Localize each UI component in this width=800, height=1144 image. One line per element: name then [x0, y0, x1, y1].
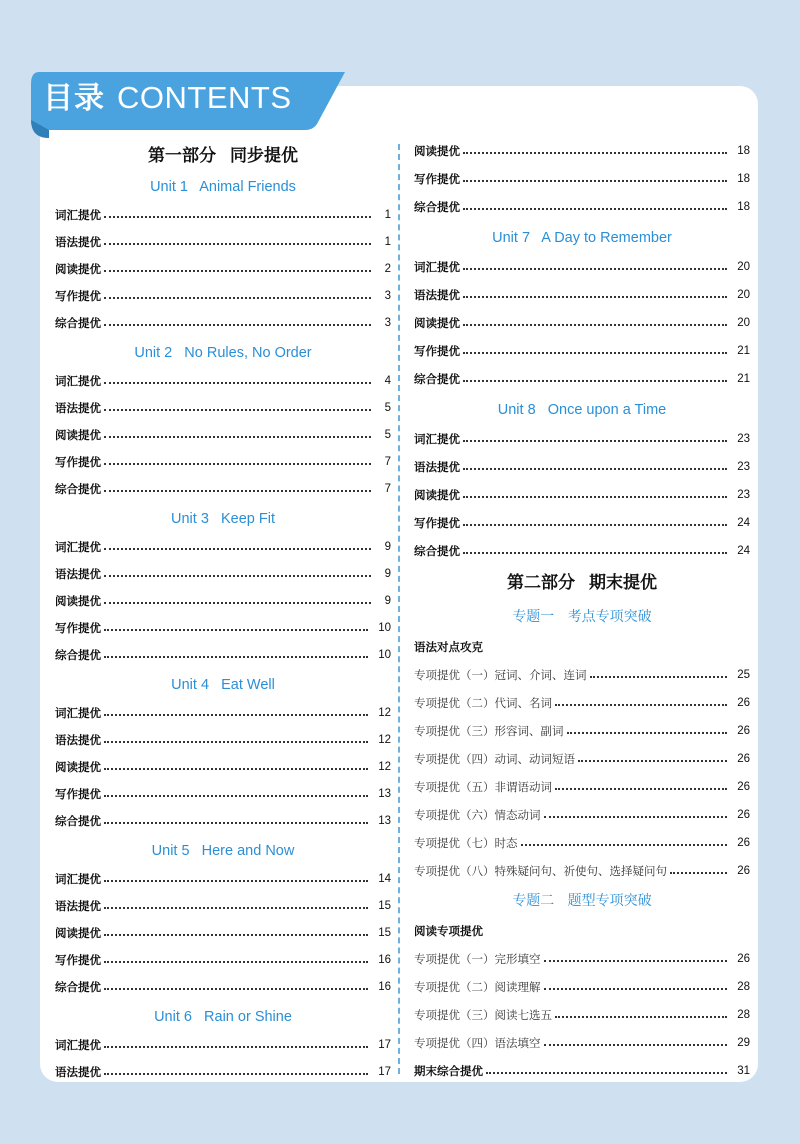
dot-leader — [555, 788, 727, 790]
toc-label: 综合提优 — [55, 980, 101, 994]
toc-row[interactable] — [414, 949, 750, 969]
toc-page: 20 — [737, 289, 750, 301]
toc-label: 综合提优 — [55, 814, 101, 828]
dot-leader — [578, 760, 727, 762]
toc-row[interactable] — [55, 1035, 391, 1055]
dot-leader — [544, 988, 728, 990]
toc-page: 29 — [737, 1037, 750, 1049]
toc-page: 20 — [737, 317, 750, 329]
toc-page: 18 — [737, 173, 750, 185]
unit-title: Unit 7 A Day to Remember — [492, 230, 672, 246]
toc-row[interactable] — [414, 197, 750, 217]
dot-leader — [104, 324, 371, 326]
toc-label: 专项提优（八）特殊疑问句、祈使句、选择疑问句 — [414, 864, 667, 878]
toc-row[interactable] — [414, 1033, 750, 1053]
topic-title: 专题二 题型专项突破 — [512, 893, 652, 909]
toc-page: 26 — [737, 809, 750, 821]
toc-row[interactable] — [55, 896, 391, 916]
dot-leader — [104, 1073, 368, 1075]
toc-page: 24 — [737, 517, 750, 529]
toc-label: 阅读提优 — [414, 488, 460, 502]
toc-label: 专项提优（一）冠词、介词、连词 — [414, 668, 587, 682]
toc-page: 7 — [384, 456, 391, 468]
toc-label: 阅读提优 — [414, 316, 460, 330]
dot-leader — [555, 704, 727, 706]
toc-label: 写作提优 — [55, 455, 101, 469]
toc-page: 10 — [378, 649, 391, 661]
toc-page: 23 — [737, 461, 750, 473]
toc-page: 26 — [737, 697, 750, 709]
toc-page: 17 — [378, 1039, 391, 1051]
dot-leader — [104, 548, 371, 550]
toc-page: 9 — [384, 541, 391, 553]
dot-leader — [104, 490, 371, 492]
toc-page: 13 — [378, 788, 391, 800]
toc-row[interactable] — [55, 425, 391, 445]
toc-row[interactable] — [55, 645, 391, 665]
toc-row[interactable] — [55, 869, 391, 889]
toc-page: 12 — [378, 761, 391, 773]
dot-leader — [463, 524, 727, 526]
unit-title: Unit 8 Once upon a Time — [497, 402, 667, 418]
dot-leader — [104, 575, 371, 577]
dot-leader — [104, 382, 371, 384]
toc-label: 写作提优 — [414, 344, 460, 358]
toc-row[interactable] — [414, 313, 750, 333]
toc-label: 综合提优 — [55, 316, 101, 330]
unit-title: Unit 5 Here and Now — [151, 843, 295, 859]
toc-label: 专项提优（五）非谓语动词 — [414, 780, 552, 794]
toc-label: 词汇提优 — [414, 260, 460, 274]
toc-page: 26 — [737, 953, 750, 965]
toc-row[interactable] — [414, 257, 750, 277]
toc-page: 31 — [737, 1065, 750, 1077]
dot-leader — [104, 243, 371, 245]
dot-leader — [104, 1046, 368, 1048]
toc-page: 15 — [378, 900, 391, 912]
toc-label: 综合提优 — [414, 200, 460, 214]
toc-row[interactable] — [414, 1061, 750, 1081]
toc-row[interactable] — [55, 784, 391, 804]
toc-page: 4 — [384, 375, 391, 387]
toc-label: 语法提优 — [55, 235, 101, 249]
toc-label: 阅读提优 — [55, 262, 101, 276]
dot-leader — [104, 907, 368, 909]
dot-leader — [670, 872, 727, 874]
dot-leader — [104, 270, 371, 272]
dot-leader — [567, 732, 728, 734]
toc-row[interactable] — [414, 665, 750, 685]
toc-label: 专项提优（二）代词、名词 — [414, 696, 552, 710]
dot-leader — [104, 436, 371, 438]
toc-row[interactable] — [414, 693, 750, 713]
toc-label: 阅读提优 — [55, 428, 101, 442]
dot-leader — [104, 768, 368, 770]
dot-leader — [104, 629, 368, 631]
toc-label: 语法提优 — [414, 288, 460, 302]
toc-row[interactable] — [414, 513, 750, 533]
toc-label: 综合提优 — [414, 544, 460, 558]
toc-page: 12 — [378, 707, 391, 719]
dot-leader — [544, 1044, 728, 1046]
toc-row[interactable] — [414, 805, 750, 825]
toc-row[interactable] — [414, 457, 750, 477]
dot-leader — [463, 208, 727, 210]
column-divider — [398, 144, 400, 1074]
toc-page: 3 — [384, 317, 391, 329]
toc-row[interactable] — [414, 833, 750, 853]
toc-page: 26 — [737, 753, 750, 765]
toc-row[interactable] — [55, 479, 391, 499]
toc-row[interactable] — [414, 541, 750, 561]
dot-leader — [463, 552, 727, 554]
toc-row[interactable] — [414, 777, 750, 797]
toc-row[interactable] — [414, 369, 750, 389]
toc-page: 14 — [378, 873, 391, 885]
toc-row[interactable] — [55, 757, 391, 777]
toc-row[interactable] — [55, 371, 391, 391]
unit-title: Unit 1 Animal Friends — [150, 179, 296, 195]
dot-leader — [104, 463, 371, 465]
toc-label: 词汇提优 — [55, 1038, 101, 1052]
toc-label: 阅读提优 — [55, 594, 101, 608]
page-title-cn: 目录 — [43, 81, 105, 116]
dot-leader — [104, 602, 371, 604]
dot-leader — [463, 180, 727, 182]
toc-label: 专项提优（三）阅读七选五 — [414, 1008, 552, 1022]
toc-label: 专项提优（二）阅读理解 — [414, 980, 541, 994]
toc-page: 9 — [384, 568, 391, 580]
toc-page: 5 — [384, 429, 391, 441]
toc-row[interactable] — [414, 285, 750, 305]
toc-page: 17 — [378, 1066, 391, 1078]
toc-label: 写作提优 — [414, 172, 460, 186]
toc-label: 词汇提优 — [55, 706, 101, 720]
toc-page: 26 — [737, 865, 750, 877]
dot-leader — [463, 324, 727, 326]
dot-leader — [463, 440, 727, 442]
toc-label: 写作提优 — [55, 953, 101, 967]
unit-title: Unit 6 Rain or Shine — [154, 1009, 292, 1025]
contents-header-tab — [27, 72, 345, 138]
toc-page: 13 — [378, 815, 391, 827]
toc-label: 写作提优 — [414, 516, 460, 530]
toc-row[interactable] — [414, 861, 750, 881]
dot-leader — [463, 268, 727, 270]
toc-row[interactable] — [55, 537, 391, 557]
toc-row[interactable] — [55, 259, 391, 279]
toc-label: 语法提优 — [55, 401, 101, 415]
toc-row[interactable] — [414, 429, 750, 449]
toc-row[interactable] — [55, 950, 391, 970]
toc-page: 5 — [384, 402, 391, 414]
page-title — [43, 74, 292, 122]
toc-row[interactable] — [414, 485, 750, 505]
dot-leader — [463, 352, 727, 354]
dot-leader — [544, 816, 728, 818]
toc-label: 综合提优 — [55, 482, 101, 496]
toc-label: 词汇提优 — [55, 208, 101, 222]
toc-page: 18 — [737, 145, 750, 157]
dot-leader — [104, 656, 368, 658]
toc-page: 16 — [378, 981, 391, 993]
dot-leader — [104, 297, 371, 299]
toc-page: 15 — [378, 927, 391, 939]
toc-label: 专项提优（六）情态动词 — [414, 808, 541, 822]
toc-label: 期末综合提优 — [414, 1064, 483, 1078]
dot-leader — [463, 380, 727, 382]
section-heading: 语法对点攻克 — [414, 640, 483, 654]
toc-label: 阅读提优 — [55, 760, 101, 774]
toc-row[interactable] — [55, 591, 391, 611]
dot-leader — [486, 1072, 727, 1074]
toc-label: 专项提优（四）语法填空 — [414, 1036, 541, 1050]
toc-label: 词汇提优 — [55, 540, 101, 554]
toc-row[interactable] — [55, 1062, 391, 1082]
toc-label: 语法提优 — [414, 460, 460, 474]
dot-leader — [104, 795, 368, 797]
dot-leader — [463, 496, 727, 498]
toc-page: 26 — [737, 781, 750, 793]
toc-row[interactable] — [55, 977, 391, 997]
toc-page: 1 — [384, 236, 391, 248]
dot-leader — [544, 960, 728, 962]
toc-page: 1 — [384, 209, 391, 221]
unit-title: Unit 2 No Rules, No Order — [134, 345, 312, 361]
toc-label: 专项提优（四）动词、动词短语 — [414, 752, 575, 766]
dot-leader — [104, 216, 371, 218]
toc-label: 专项提优（七）时态 — [414, 836, 518, 850]
toc-page: 24 — [737, 545, 750, 557]
toc-row[interactable] — [414, 977, 750, 997]
toc-label: 语法提优 — [55, 1065, 101, 1079]
toc-page: 26 — [737, 725, 750, 737]
toc-label: 词汇提优 — [55, 872, 101, 886]
dot-leader — [521, 844, 728, 846]
toc-row[interactable] — [55, 313, 391, 333]
toc-row[interactable] — [55, 286, 391, 306]
toc-row[interactable] — [55, 232, 391, 252]
dot-leader — [104, 880, 368, 882]
toc-page: 2 — [384, 263, 391, 275]
toc-row[interactable] — [414, 141, 750, 161]
part-title: 第一部分 同步提优 — [148, 146, 298, 166]
topic-title: 专题一 考点专项突破 — [512, 609, 652, 625]
toc-page: 23 — [737, 489, 750, 501]
dot-leader — [104, 741, 368, 743]
toc-page: 7 — [384, 483, 391, 495]
page-title-en: CONTENTS — [117, 80, 292, 115]
toc-label: 词汇提优 — [414, 432, 460, 446]
toc-page: 21 — [737, 373, 750, 385]
toc-label: 阅读提优 — [55, 926, 101, 940]
section-heading: 阅读专项提优 — [414, 924, 483, 938]
toc-label: 阅读提优 — [414, 144, 460, 158]
toc-row[interactable] — [414, 169, 750, 189]
toc-label: 专项提优（一）完形填空 — [414, 952, 541, 966]
toc-label: 语法提优 — [55, 899, 101, 913]
unit-title: Unit 4 Eat Well — [171, 677, 275, 693]
dot-leader — [463, 468, 727, 470]
toc-label: 专项提优（三）形容词、副词 — [414, 724, 564, 738]
toc-row[interactable] — [414, 341, 750, 361]
toc-row[interactable] — [55, 618, 391, 638]
toc-page: 9 — [384, 595, 391, 607]
part-title: 第二部分 期末提优 — [507, 573, 657, 593]
toc-row[interactable] — [55, 564, 391, 584]
toc-row[interactable] — [55, 811, 391, 831]
unit-title: Unit 3 Keep Fit — [171, 511, 275, 527]
toc-page: 28 — [737, 1009, 750, 1021]
toc-page: 10 — [378, 622, 391, 634]
toc-label: 写作提优 — [55, 787, 101, 801]
dot-leader — [104, 714, 368, 716]
toc-page: 21 — [737, 345, 750, 357]
dot-leader — [104, 822, 368, 824]
dot-leader — [463, 296, 727, 298]
toc-row[interactable] — [55, 452, 391, 472]
dot-leader — [104, 988, 368, 990]
dot-leader — [555, 1016, 727, 1018]
toc-page: 12 — [378, 734, 391, 746]
toc-row[interactable] — [55, 205, 391, 225]
toc-label: 写作提优 — [55, 289, 101, 303]
toc-row[interactable] — [55, 398, 391, 418]
toc-page: 16 — [378, 954, 391, 966]
toc-row[interactable] — [55, 923, 391, 943]
toc-label: 语法提优 — [55, 733, 101, 747]
toc-row[interactable] — [55, 703, 391, 723]
toc-label: 词汇提优 — [55, 374, 101, 388]
toc-row[interactable] — [414, 721, 750, 741]
toc-page: 18 — [737, 201, 750, 213]
toc-label: 语法提优 — [55, 567, 101, 581]
toc-page: 25 — [737, 669, 750, 681]
toc-page: 3 — [384, 290, 391, 302]
toc-label: 综合提优 — [414, 372, 460, 386]
toc-label: 综合提优 — [55, 648, 101, 662]
toc-page: 28 — [737, 981, 750, 993]
toc-page: 23 — [737, 433, 750, 445]
dot-leader — [104, 409, 371, 411]
dot-leader — [104, 934, 368, 936]
toc-row[interactable] — [414, 749, 750, 769]
toc-row[interactable] — [55, 730, 391, 750]
dot-leader — [104, 961, 368, 963]
dot-leader — [590, 676, 728, 678]
toc-row[interactable] — [414, 1005, 750, 1025]
toc-page: 20 — [737, 261, 750, 273]
toc-label: 写作提优 — [55, 621, 101, 635]
dot-leader — [463, 152, 727, 154]
toc-page: 26 — [737, 837, 750, 849]
